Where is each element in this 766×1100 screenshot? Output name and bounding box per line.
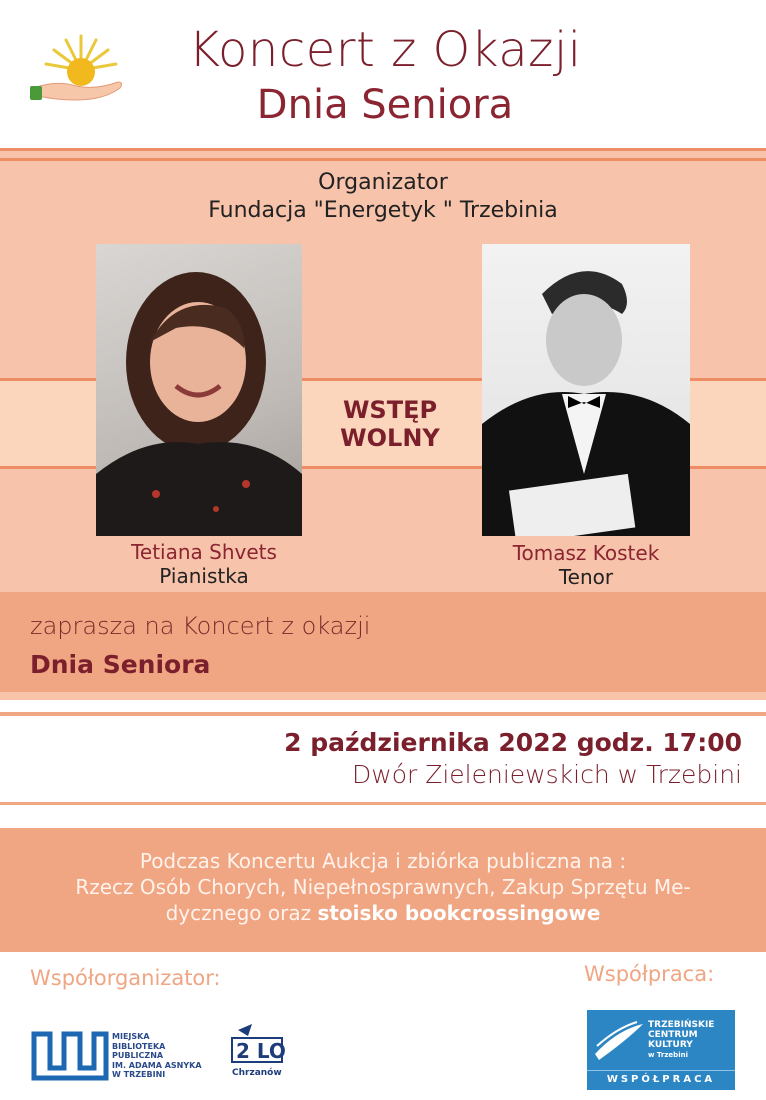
auction-text (12, 848, 754, 926)
entry-line-2: WOLNY (340, 424, 440, 452)
bookcrossing-highlight: stoisko bookcrossingowe (317, 901, 601, 925)
library-text-line: W TRZEBINI (112, 1070, 166, 1079)
divider (0, 692, 766, 700)
tck-text-line: TRZEBIŃSKIE (648, 1020, 715, 1030)
organizer-name: Fundacja "Energetyk " Trzebinia (208, 198, 558, 223)
performer-name: Tetiana Shvets (131, 540, 277, 564)
invite-text: zaprasza na Koncert z okazji (30, 612, 371, 640)
divider (0, 158, 766, 161)
lo-badge: 2 LO (236, 1039, 286, 1063)
sun-hand-logo-icon (26, 30, 136, 108)
tck-text-line: KULTURY (648, 1040, 693, 1050)
event-place: Dwór Zieleniewskich w Trzebini (352, 760, 742, 789)
event-date: 2 października 2022 godz. 17:00 (284, 728, 742, 757)
feather-icon (587, 1010, 647, 1070)
school-city: Chrzanów (232, 1068, 282, 1078)
photo-tenor (482, 244, 690, 536)
organizer-label: Organizator (318, 170, 448, 195)
library-text-line: MIEJSKA (112, 1032, 150, 1041)
library-text-line: IM. ADAMA ASNYKA (112, 1060, 202, 1070)
library-text-line: BIBLIOTEKA (112, 1041, 166, 1051)
library-name (112, 1032, 212, 1080)
tck-cooperation: WSPÓŁPRACA (606, 1074, 716, 1085)
performer-role: Tenor (558, 565, 614, 589)
performer-role: Pianistka (159, 564, 249, 588)
tck-name (648, 1020, 732, 1060)
co-organizer-label: Współorganizator: (30, 966, 221, 990)
performer-name: Tomasz Kostek (512, 541, 660, 565)
divider (0, 712, 766, 716)
cooperation-label: Współpraca: (584, 962, 715, 986)
auction-line-prefix: dycznego oraz (165, 901, 318, 925)
tck-text-line: w Trzebini (648, 1051, 688, 1059)
divider (0, 802, 766, 805)
auction-line: Rzecz Osób Chorych, Niepełnosprawnych, Zakup Sprzętu Me- (75, 875, 691, 899)
library-text-line: PUBLICZNA (112, 1051, 164, 1060)
divider (0, 148, 766, 151)
invite-subject: Dnia Seniora (30, 650, 211, 679)
entry-line-1: WSTĘP (342, 396, 438, 424)
auction-line: Podczas Koncertu Aukcja i zbiórka publiczna na : (139, 849, 627, 873)
auction-line (12, 900, 754, 926)
title-line-2: Dnia Seniora (256, 82, 514, 128)
tck-text-line: CENTRUM (648, 1030, 698, 1040)
title-line-1: Koncert z Okazji (188, 22, 582, 78)
photo-pianist (96, 244, 302, 536)
